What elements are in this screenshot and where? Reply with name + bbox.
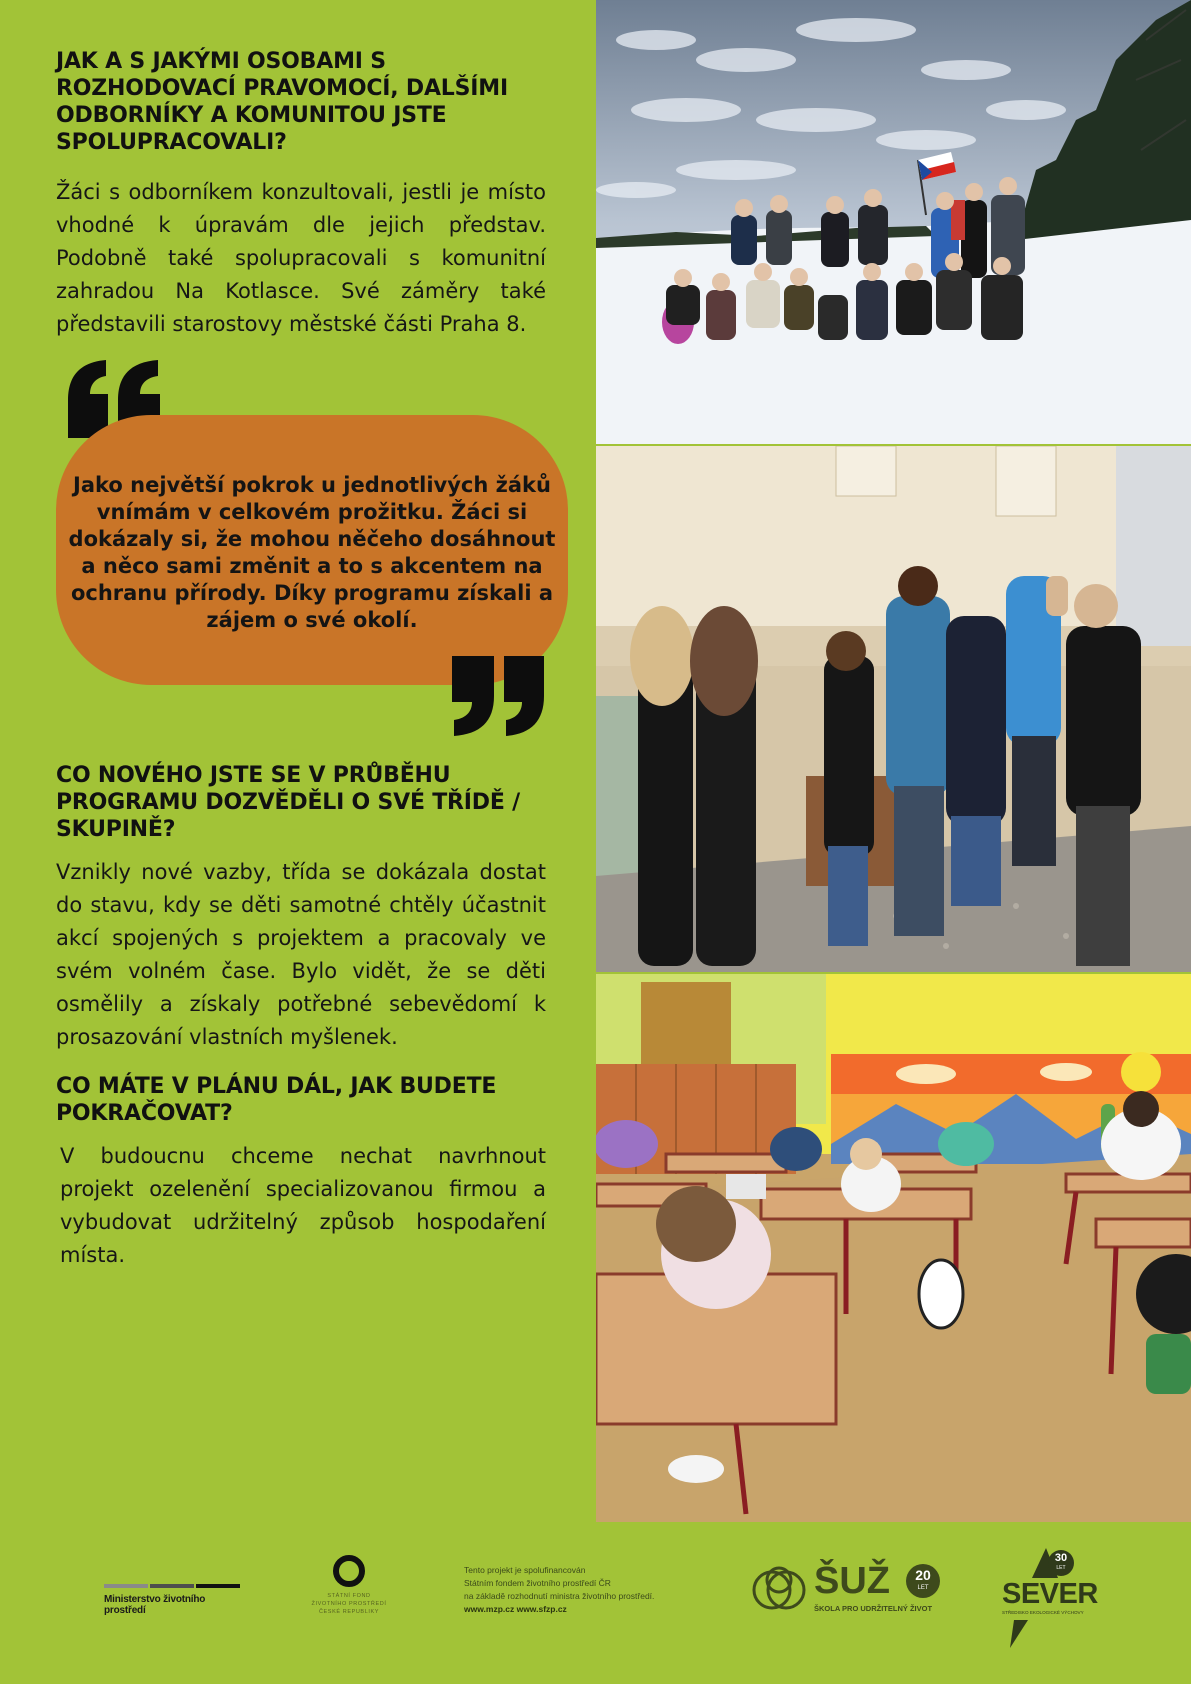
sever-badge-text: LET (1056, 1565, 1066, 1571)
cofinance-text (464, 1564, 654, 1616)
suz-logo (750, 1562, 940, 1618)
photo-winter-group (596, 0, 1191, 444)
question-heading-3: CO MÁTE V PLÁNU DÁL, JAK BUDETE POKRAČOVAT? (56, 1074, 497, 1126)
sfzp-line-1: STÁTNÍ FOND (327, 1593, 371, 1599)
answer-paragraph-1: Žáci s odborníkem konzultovali, jestli je místo vhodné k úpravám dle jejich představ. Podobně také spolupracovali s komunitní zahradou Na Kotlasce. Své záměry také představili starostovy městské části Praha 8. (56, 180, 546, 336)
suz-circles-icon (750, 1564, 808, 1616)
cofinance-links: www.mzp.cz www.sfzp.cz (464, 1604, 567, 1614)
suz-badge-number: 20 (915, 1567, 931, 1583)
sever-arrow-icon (1010, 1620, 1028, 1648)
sever-logo (1002, 1548, 1098, 1652)
question-heading-2: CO NOVÉHO JSTE SE V PRŮBĚHU PROGRAMU DOZVĚDĚLI O SVÉ TŘÍDĚ / SKUPINĚ? (56, 763, 520, 842)
sfzp-line-3: ČESKÉ REPUBLIKY (318, 1609, 380, 1615)
answer-paragraph-3: V budoucnu chceme nechat navrhnout projekt ozelenění specializovanou firmou a vybudovat udržitelný způsob hospodaření místa. (60, 1144, 546, 1267)
question-heading-1: JAK A S JAKÝMI OSOBAMI S ROZHODOVACÍ PRAVOMOCÍ, DALŠÍMI ODBORNÍKY A KOMUNITOU JSTE SPOLUPRACOVALI? (56, 49, 508, 155)
text-column (0, 0, 596, 1522)
ministry-logo (104, 1584, 240, 1616)
quote-text: Jako největší pokrok u jednotlivých žáků vnímám v celkovém prožitku. Žáci si dokázaly si, že mohou něčeho dosáhnout a něco sami změnit a to s akcentem na ochranu přírody. Díky programu získali a zájem o své okolí. (68, 473, 556, 632)
answer-paragraph-2: Vznikly nové vazby, třída se dokázala dostat do stavu, kdy se děti samotné chtěly účastnit akcí spojených s projektem a pracovaly ve svém volném čase. Bylo vidět, že se děti osmělily a získaly potřebné sebevědomí k prosazování vlastních myšlenek. (56, 860, 546, 1049)
sfzp-line-2: ŽIVOTNÍHO PROSTŘEDÍ (311, 1601, 387, 1607)
sever-name: SEVER (1002, 1578, 1098, 1610)
cofinance-line-3: na základě rozhodnutí ministra životního prostředí. (464, 1591, 655, 1601)
sever-badge-number: 30 (1054, 1552, 1068, 1564)
suz-badge (906, 1564, 940, 1598)
sfzp-ring-icon (332, 1554, 366, 1588)
sfzp-logo (300, 1554, 398, 1616)
photo-students-planter (596, 446, 1191, 972)
cofinance-line-2: Státním fondem životního prostředí ČR (464, 1578, 611, 1588)
suz-badge-text: LET (917, 1585, 929, 1591)
sever-badge (1048, 1550, 1074, 1576)
footer-logos (0, 1522, 1191, 1684)
ministry-name: Ministerstvo životního prostředí (104, 1594, 206, 1616)
suz-name: ŠUŽ (814, 1560, 890, 1602)
suz-tagline: ŠKOLA PRO UDRŽITELNÝ ŽIVOT (814, 1604, 933, 1613)
close-quote-icon (450, 654, 546, 736)
photo-classroom (596, 974, 1191, 1522)
cofinance-line-1: Tento projekt je spolufinancován (464, 1565, 586, 1575)
sever-tagline: STŘEDISKO EKOLOGICKÉ VÝCHOVY (1002, 1610, 1084, 1615)
